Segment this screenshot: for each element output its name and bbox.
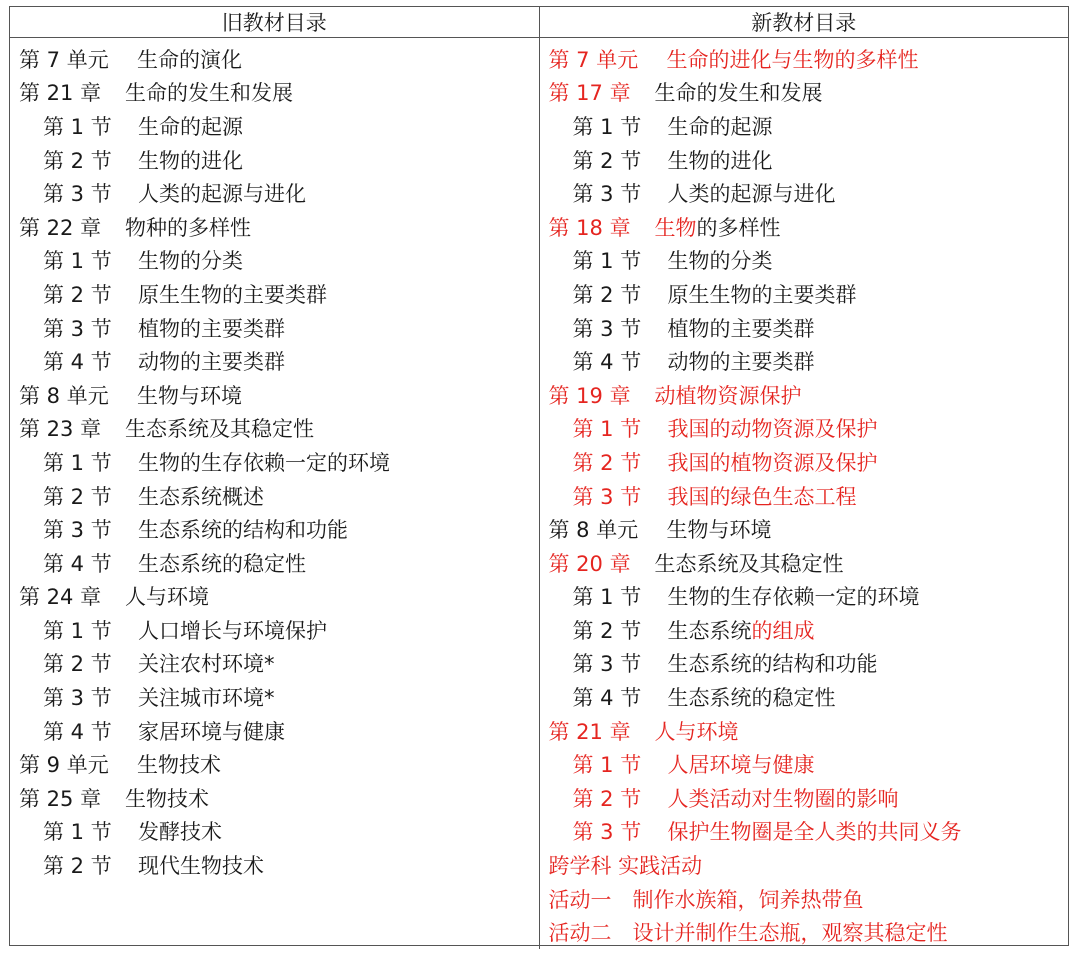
entry-number: 第 7 单元 — [19, 47, 109, 72]
entry-title-part: 生物的生存依赖一定的环境 — [667, 585, 920, 610]
old-toc-chapter-row — [10, 412, 539, 446]
entry-number: 第 22 章 — [19, 215, 102, 240]
entry-title-part: 人类的起源与进化 — [667, 182, 836, 207]
entry-number: 第 2 节 — [572, 450, 642, 475]
entry-title: 发酵技术 — [138, 820, 222, 845]
entry-number: 第 3 节 — [572, 316, 642, 341]
new-toc-section-row — [540, 244, 1069, 278]
new-toc-section-row — [540, 109, 1069, 143]
entry-number: 第 2 节 — [43, 652, 112, 677]
new-toc-section-row — [540, 311, 1069, 345]
old-toc-unit-row — [10, 747, 539, 781]
entry-title-part: 生物 — [654, 215, 697, 240]
new-toc-unit-row — [540, 42, 1069, 76]
entry-title: 人与环境 — [125, 585, 209, 610]
entry-title-part: 动物的主要类群 — [667, 350, 815, 375]
new-toc-plain-row — [540, 882, 1069, 916]
entry-title: 生命的发生和发展 — [125, 81, 293, 106]
new-toc-section-row — [540, 344, 1069, 378]
entry-number: 第 2 节 — [572, 786, 642, 811]
entry-title-part: 生物的进化 — [667, 148, 773, 173]
entry-number: 第 2 节 — [43, 148, 112, 173]
entry-number: 第 20 章 — [548, 551, 631, 576]
old-toc-section-row — [10, 143, 539, 177]
old-toc-unit-row — [10, 378, 539, 412]
new-toc-section-row — [540, 445, 1069, 479]
entry-title-part: 生命的起源 — [667, 114, 773, 139]
entry-number: 第 2 节 — [43, 282, 112, 307]
entry-number: 第 1 节 — [43, 618, 112, 643]
entry-number: 第 4 节 — [572, 350, 642, 375]
entry-title: 生命的演化 — [137, 47, 242, 72]
entry-number: 第 1 节 — [572, 417, 642, 442]
new-toc-section-row — [540, 647, 1069, 681]
entry-title-part: 跨学科 实践活动 — [548, 854, 703, 879]
entry-title: 关注城市环境* — [138, 686, 275, 711]
entry-number: 第 1 节 — [43, 114, 112, 139]
entry-number: 第 1 节 — [572, 585, 642, 610]
new-toc-section-row — [540, 277, 1069, 311]
entry-title-part: 人类活动对生物圈的影响 — [667, 786, 899, 811]
entry-number: 第 3 节 — [572, 820, 642, 845]
entry-number: 第 1 节 — [572, 753, 642, 778]
table-body — [10, 38, 1068, 949]
new-toc-chapter-row — [540, 76, 1069, 110]
entry-number: 第 7 单元 — [548, 47, 639, 72]
new-toc-chapter-row — [540, 378, 1069, 412]
entry-number: 第 23 章 — [19, 417, 102, 442]
entry-title-part: 我国的植物资源及保护 — [667, 450, 878, 475]
new-toc-header: 新教材目录 — [751, 11, 857, 35]
new-toc-section-row — [540, 143, 1069, 177]
entry-number: 第 2 节 — [572, 148, 642, 173]
entry-title: 动物的主要类群 — [138, 350, 285, 375]
old-toc-section-row — [10, 176, 539, 210]
entry-number: 第 1 节 — [43, 450, 112, 475]
new-toc-section-row — [540, 781, 1069, 815]
old-toc-section-row — [10, 344, 539, 378]
entry-title-part: 生物与环境 — [666, 518, 772, 543]
entry-title: 现代生物技术 — [138, 854, 264, 879]
entry-title: 生态系统概述 — [138, 484, 264, 509]
old-toc-chapter-row — [10, 580, 539, 614]
entry-title-part: 人居环境与健康 — [667, 753, 815, 778]
entry-number: 第 3 节 — [572, 182, 642, 207]
entry-number: 第 21 章 — [548, 719, 631, 744]
entry-title-part: 生命的发生和发展 — [654, 81, 823, 106]
entry-title: 原生生物的主要类群 — [138, 282, 327, 307]
entry-title: 生物技术 — [137, 753, 221, 778]
old-toc-section-row — [10, 277, 539, 311]
entry-number: 第 4 节 — [43, 551, 112, 576]
entry-title-part: 生态系统的稳定性 — [667, 686, 836, 711]
old-toc-chapter-row — [10, 781, 539, 815]
entry-title: 家居环境与健康 — [138, 719, 285, 744]
entry-number: 第 4 节 — [43, 719, 112, 744]
entry-number: 第 3 节 — [572, 484, 642, 509]
entry-number: 第 21 章 — [19, 81, 102, 106]
old-toc-section-row — [10, 109, 539, 143]
new-toc-chapter-row — [540, 714, 1069, 748]
new-toc-section-row — [540, 176, 1069, 210]
new-toc-column — [540, 38, 1069, 949]
entry-number: 第 17 章 — [548, 81, 631, 106]
new-toc-section-row — [540, 479, 1069, 513]
entry-title: 人口增长与环境保护 — [138, 618, 327, 643]
old-toc-chapter-row — [10, 76, 539, 110]
entry-title-part: 活动一 制作水族箱，饲养热带鱼 — [548, 887, 864, 912]
new-toc-section-row — [540, 580, 1069, 614]
new-toc-section-row — [540, 412, 1069, 446]
entry-number: 第 25 章 — [19, 786, 102, 811]
old-toc-header: 旧教材目录 — [10, 7, 540, 37]
old-toc-chapter-row — [10, 210, 539, 244]
entry-title: 生物与环境 — [137, 383, 242, 408]
entry-title: 生态系统及其稳定性 — [125, 417, 314, 442]
old-toc-section-row — [10, 546, 539, 580]
entry-title-part: 植物的主要类群 — [667, 316, 815, 341]
entry-title: 生态系统的稳定性 — [138, 551, 306, 576]
entry-title-part: 生态系统及其稳定性 — [654, 551, 844, 576]
entry-title: 植物的主要类群 — [138, 316, 285, 341]
entry-title: 物种的多样性 — [125, 215, 251, 240]
new-toc-chapter-row — [540, 546, 1069, 580]
entry-number: 第 1 节 — [43, 249, 112, 274]
entry-number: 第 2 节 — [43, 854, 112, 879]
entry-number: 第 3 节 — [43, 182, 112, 207]
new-toc-unit-row — [540, 512, 1069, 546]
entry-number: 第 3 节 — [572, 652, 642, 677]
entry-number: 第 18 章 — [548, 215, 631, 240]
new-toc-chapter-row — [540, 210, 1069, 244]
old-toc-section-row — [10, 714, 539, 748]
entry-number: 第 1 节 — [572, 249, 642, 274]
entry-number: 第 4 节 — [43, 350, 112, 375]
old-toc-section-row — [10, 512, 539, 546]
entry-number: 第 3 节 — [43, 316, 112, 341]
entry-number: 第 24 章 — [19, 585, 102, 610]
entry-title-part: 动植物资源保护 — [654, 383, 802, 408]
entry-title-part: 原生生物的主要类群 — [667, 282, 857, 307]
old-toc-section-row — [10, 445, 539, 479]
entry-title-part: 保护生物圈是全人类的共同义务 — [667, 820, 962, 845]
entry-number: 第 3 节 — [43, 686, 112, 711]
entry-title: 生态系统的结构和功能 — [138, 518, 348, 543]
old-toc-section-row — [10, 815, 539, 849]
entry-number: 第 2 节 — [572, 618, 642, 643]
toc-comparison-table — [9, 6, 1069, 946]
old-toc-unit-row — [10, 42, 539, 76]
entry-number: 第 2 节 — [572, 282, 642, 307]
entry-number: 第 1 节 — [43, 820, 112, 845]
new-toc-section-row — [540, 680, 1069, 714]
entry-title-part: 人与环境 — [654, 719, 739, 744]
entry-title: 关注农村环境* — [138, 652, 275, 677]
new-toc-section-row — [540, 815, 1069, 849]
entry-number: 第 8 单元 — [19, 383, 109, 408]
old-toc-section-row — [10, 613, 539, 647]
new-toc-plain-row — [540, 915, 1069, 949]
entry-number: 第 1 节 — [572, 114, 642, 139]
entry-title-part: 活动二 设计并制作生态瓶，观察其稳定性 — [548, 921, 948, 946]
new-toc-plain-row — [540, 848, 1069, 882]
entry-title-part: 我国的绿色生态工程 — [667, 484, 857, 509]
entry-title: 生物的进化 — [138, 148, 243, 173]
entry-number: 第 3 节 — [43, 518, 112, 543]
new-toc-section-row — [540, 747, 1069, 781]
old-toc-section-row — [10, 244, 539, 278]
entry-title: 生物的生存依赖一定的环境 — [138, 450, 390, 475]
old-toc-section-row — [10, 479, 539, 513]
old-toc-section-row — [10, 311, 539, 345]
entry-title-part: 的多样性 — [696, 215, 781, 240]
entry-number: 第 8 单元 — [548, 518, 639, 543]
entry-title-part: 生态系统的结构和功能 — [667, 652, 878, 677]
table-header — [10, 7, 1068, 38]
entry-number: 第 4 节 — [572, 686, 642, 711]
old-toc-section-row — [10, 680, 539, 714]
old-toc-section-row — [10, 848, 539, 882]
entry-title-part: 我国的动物资源及保护 — [667, 417, 878, 442]
entry-title: 人类的起源与进化 — [138, 182, 306, 207]
entry-number: 第 19 章 — [548, 383, 631, 408]
entry-title: 生物技术 — [125, 786, 209, 811]
entry-number: 第 9 单元 — [19, 753, 109, 778]
entry-title: 生命的起源 — [138, 114, 243, 139]
old-toc-section-row — [10, 647, 539, 681]
entry-number: 第 2 节 — [43, 484, 112, 509]
entry-title-part: 的组成 — [751, 618, 815, 643]
entry-title-part: 生态系统 — [667, 618, 752, 643]
entry-title-part: 生物的分类 — [667, 249, 773, 274]
old-toc-column — [10, 38, 540, 949]
entry-title: 生物的分类 — [138, 249, 243, 274]
new-toc-section-row — [540, 613, 1069, 647]
entry-title-part: 生命的进化与生物的多样性 — [666, 47, 919, 72]
